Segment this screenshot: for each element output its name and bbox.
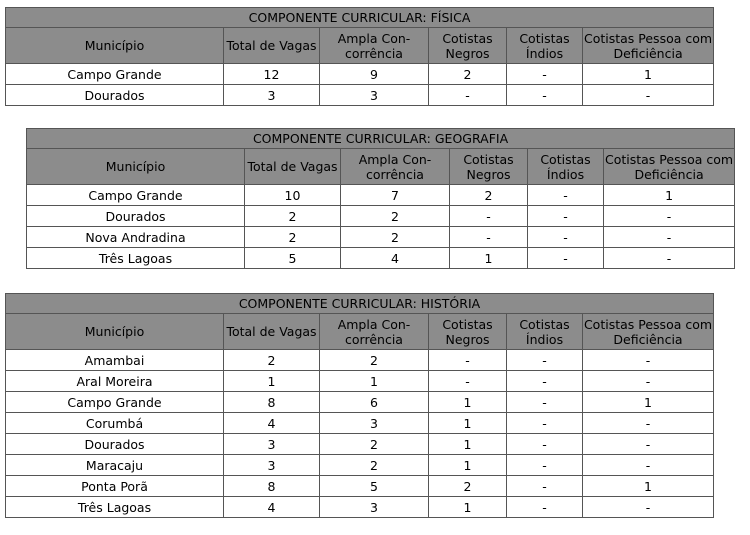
cell-total: 4 xyxy=(224,413,320,434)
cell-indios: - xyxy=(507,413,583,434)
cell-ampla: 2 xyxy=(320,455,429,476)
cell-total: 8 xyxy=(224,476,320,497)
cell-ampla: 3 xyxy=(320,85,429,106)
cell-negros: 1 xyxy=(429,455,507,476)
cell-municipio: Aral Moreira xyxy=(6,371,224,392)
cell-deficiencia: - xyxy=(583,413,714,434)
table-row xyxy=(27,248,735,269)
cell-ampla: 2 xyxy=(341,227,450,248)
cell-municipio: Três Lagoas xyxy=(6,497,224,518)
cell-deficiencia: - xyxy=(604,248,735,269)
col-header-negros: Cotistas Negros xyxy=(450,149,528,185)
col-header-municipio: Município xyxy=(27,149,245,185)
cell-negros: 2 xyxy=(429,64,507,85)
col-header-total: Total de Vagas xyxy=(224,314,320,350)
table-row xyxy=(6,497,714,518)
cell-total: 8 xyxy=(224,392,320,413)
cell-indios: - xyxy=(528,227,604,248)
cell-ampla: 4 xyxy=(341,248,450,269)
cell-negros: - xyxy=(429,371,507,392)
cell-indios: - xyxy=(507,455,583,476)
col-header-deficiencia: Cotistas Pessoa com Deficiência xyxy=(583,28,714,64)
cell-deficiencia: 1 xyxy=(604,185,735,206)
cell-ampla: 6 xyxy=(320,392,429,413)
cell-indios: - xyxy=(507,371,583,392)
col-header-ampla: Ampla Con- corrência xyxy=(341,149,450,185)
cell-municipio: Nova Andradina xyxy=(27,227,245,248)
cell-municipio: Maracaju xyxy=(6,455,224,476)
cell-indios: - xyxy=(507,392,583,413)
col-header-municipio: Município xyxy=(6,28,224,64)
cell-total: 12 xyxy=(224,64,320,85)
cell-indios: - xyxy=(507,476,583,497)
cell-ampla: 1 xyxy=(320,371,429,392)
table-row xyxy=(6,350,714,371)
cell-ampla: 5 xyxy=(320,476,429,497)
cell-negros: 1 xyxy=(429,392,507,413)
col-header-total: Total de Vagas xyxy=(245,149,341,185)
cell-municipio: Campo Grande xyxy=(6,64,224,85)
table-row xyxy=(6,392,714,413)
table-title: COMPONENTE CURRICULAR: FÍSICA xyxy=(6,8,714,28)
cell-municipio: Dourados xyxy=(6,85,224,106)
cell-indios: - xyxy=(507,434,583,455)
table-row xyxy=(6,85,714,106)
cell-ampla: 3 xyxy=(320,413,429,434)
cell-negros: - xyxy=(429,350,507,371)
cell-negros: 2 xyxy=(429,476,507,497)
cell-deficiencia: 1 xyxy=(583,64,714,85)
cell-deficiencia: - xyxy=(583,434,714,455)
cell-municipio: Campo Grande xyxy=(6,392,224,413)
cell-ampla: 2 xyxy=(320,434,429,455)
cell-total: 1 xyxy=(224,371,320,392)
table-row xyxy=(6,476,714,497)
cell-municipio: Ponta Porã xyxy=(6,476,224,497)
table-title: COMPONENTE CURRICULAR: HISTÓRIA xyxy=(6,294,714,314)
col-header-negros: Cotistas Negros xyxy=(429,28,507,64)
cell-deficiencia: - xyxy=(583,371,714,392)
table-row xyxy=(27,185,735,206)
col-header-total: Total de Vagas xyxy=(224,28,320,64)
col-header-indios: Cotistas Índios xyxy=(507,28,583,64)
cell-deficiencia: - xyxy=(583,455,714,476)
table-row xyxy=(6,455,714,476)
col-header-deficiencia: Cotistas Pessoa com Deficiência xyxy=(583,314,714,350)
cell-municipio: Dourados xyxy=(6,434,224,455)
cell-negros: - xyxy=(429,85,507,106)
cell-total: 3 xyxy=(224,434,320,455)
cell-total: 4 xyxy=(224,497,320,518)
cell-indios: - xyxy=(507,350,583,371)
col-header-negros: Cotistas Negros xyxy=(429,314,507,350)
cell-ampla: 2 xyxy=(320,350,429,371)
cell-deficiencia: - xyxy=(583,350,714,371)
cell-negros: 1 xyxy=(429,434,507,455)
table-row xyxy=(27,227,735,248)
table-row xyxy=(6,64,714,85)
col-header-ampla: Ampla Con- corrência xyxy=(320,314,429,350)
cell-ampla: 9 xyxy=(320,64,429,85)
col-header-indios: Cotistas Índios xyxy=(507,314,583,350)
col-header-ampla: Ampla Con- corrência xyxy=(320,28,429,64)
cell-ampla: 3 xyxy=(320,497,429,518)
cell-municipio: Três Lagoas xyxy=(27,248,245,269)
table-row xyxy=(6,413,714,434)
cell-municipio: Campo Grande xyxy=(27,185,245,206)
cell-total: 3 xyxy=(224,85,320,106)
table-row xyxy=(27,206,735,227)
table-geografia xyxy=(26,128,735,269)
col-header-indios: Cotistas Índios xyxy=(528,149,604,185)
cell-total: 5 xyxy=(245,248,341,269)
cell-total: 2 xyxy=(245,227,341,248)
cell-deficiencia: - xyxy=(583,497,714,518)
cell-negros: 1 xyxy=(450,248,528,269)
table-fisica xyxy=(5,7,714,106)
cell-municipio: Dourados xyxy=(27,206,245,227)
cell-negros: 1 xyxy=(429,497,507,518)
cell-indios: - xyxy=(528,248,604,269)
cell-deficiencia: - xyxy=(604,227,735,248)
cell-total: 10 xyxy=(245,185,341,206)
cell-ampla: 7 xyxy=(341,185,450,206)
cell-indios: - xyxy=(507,64,583,85)
cell-deficiencia: - xyxy=(604,206,735,227)
cell-ampla: 2 xyxy=(341,206,450,227)
cell-deficiencia: 1 xyxy=(583,476,714,497)
cell-indios: - xyxy=(507,497,583,518)
cell-negros: - xyxy=(450,227,528,248)
table-row xyxy=(6,371,714,392)
col-header-deficiencia: Cotistas Pessoa com Deficiência xyxy=(604,149,735,185)
cell-municipio: Corumbá xyxy=(6,413,224,434)
cell-indios: - xyxy=(507,85,583,106)
cell-negros: - xyxy=(450,206,528,227)
cell-negros: 1 xyxy=(429,413,507,434)
table-title: COMPONENTE CURRICULAR: GEOGRAFIA xyxy=(27,129,735,149)
cell-municipio: Amambai xyxy=(6,350,224,371)
col-header-municipio: Município xyxy=(6,314,224,350)
cell-negros: 2 xyxy=(450,185,528,206)
table-historia xyxy=(5,293,714,518)
cell-indios: - xyxy=(528,185,604,206)
cell-total: 3 xyxy=(224,455,320,476)
cell-deficiencia: - xyxy=(583,85,714,106)
cell-deficiencia: 1 xyxy=(583,392,714,413)
table-row xyxy=(6,434,714,455)
cell-total: 2 xyxy=(224,350,320,371)
cell-indios: - xyxy=(528,206,604,227)
cell-total: 2 xyxy=(245,206,341,227)
